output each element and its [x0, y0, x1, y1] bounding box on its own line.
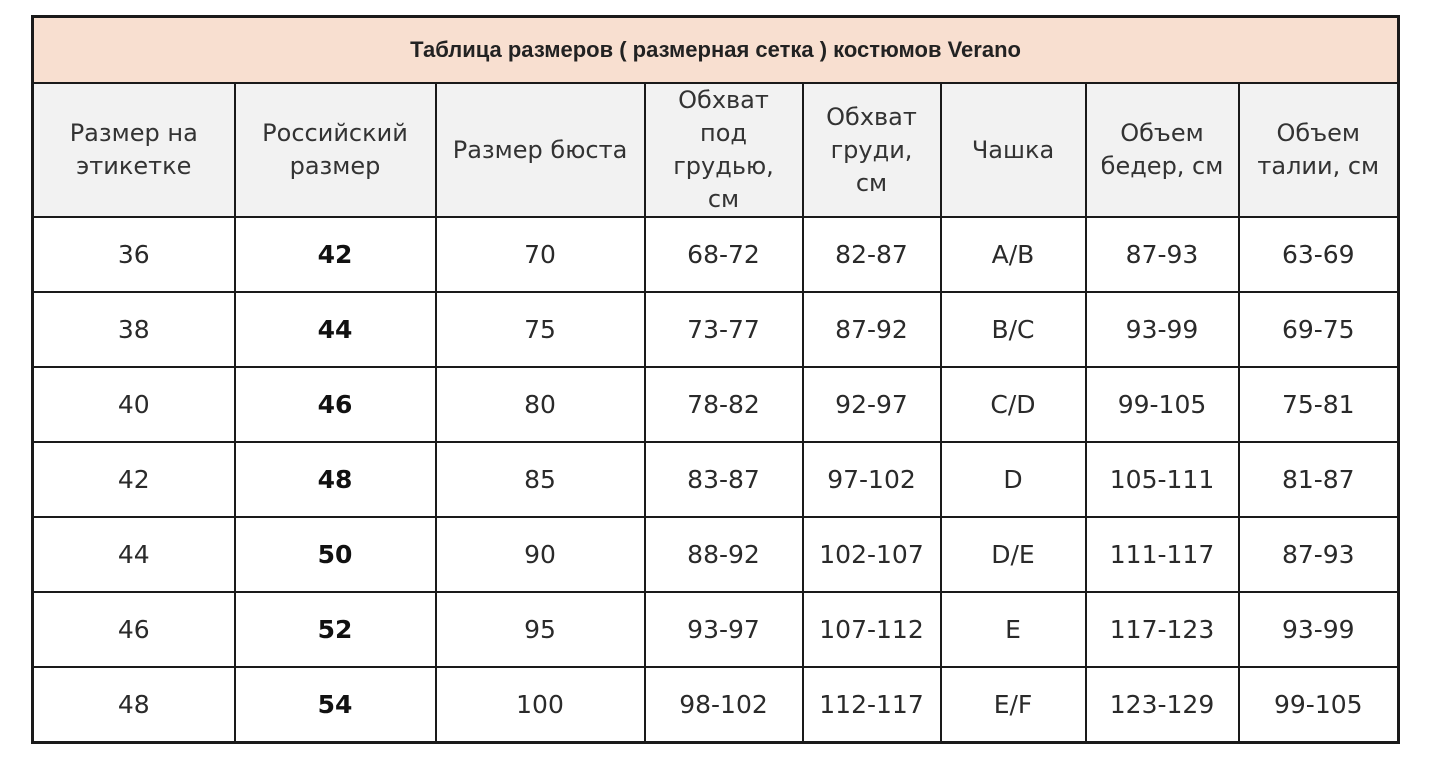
header-bust-size: Размер бюста — [436, 83, 645, 217]
underbust-cell: 83-87 — [645, 442, 803, 517]
table-row — [33, 442, 1399, 517]
hips-cell: 87-93 — [1086, 217, 1239, 292]
russian-size-cell: 50 — [235, 517, 436, 592]
header-row — [33, 83, 1399, 217]
waist-cell: 75-81 — [1239, 367, 1399, 442]
underbust-cell: 98-102 — [645, 667, 803, 743]
chest-cell: 102-107 — [803, 517, 941, 592]
hips-cell: 93-99 — [1086, 292, 1239, 367]
underbust-cell: 73-77 — [645, 292, 803, 367]
bust-size-cell: 90 — [436, 517, 645, 592]
label-size-cell: 44 — [33, 517, 235, 592]
header-chest: Обхват груди, см — [803, 83, 941, 217]
header-cup: Чашка — [941, 83, 1086, 217]
bust-size-cell: 80 — [436, 367, 645, 442]
cup-cell: D/E — [941, 517, 1086, 592]
table-row — [33, 292, 1399, 367]
table-row — [33, 517, 1399, 592]
bust-size-cell: 70 — [436, 217, 645, 292]
cup-cell: A/B — [941, 217, 1086, 292]
label-size-cell: 42 — [33, 442, 235, 517]
header-russian-size: Российский размер — [235, 83, 436, 217]
bust-size-cell: 85 — [436, 442, 645, 517]
bust-size-cell: 100 — [436, 667, 645, 743]
hips-cell: 111-117 — [1086, 517, 1239, 592]
table-row — [33, 667, 1399, 743]
chest-cell: 112-117 — [803, 667, 941, 743]
russian-size-cell: 46 — [235, 367, 436, 442]
size-chart-table — [31, 15, 1400, 744]
table-title: Таблица размеров ( размерная сетка ) костюмов Verano — [33, 17, 1399, 84]
header-hips: Объем бедер, см — [1086, 83, 1239, 217]
cup-cell: D — [941, 442, 1086, 517]
underbust-cell: 88-92 — [645, 517, 803, 592]
waist-cell: 63-69 — [1239, 217, 1399, 292]
label-size-cell: 38 — [33, 292, 235, 367]
russian-size-cell: 42 — [235, 217, 436, 292]
table-row — [33, 367, 1399, 442]
waist-cell: 69-75 — [1239, 292, 1399, 367]
bust-size-cell: 75 — [436, 292, 645, 367]
russian-size-cell: 52 — [235, 592, 436, 667]
label-size-cell: 48 — [33, 667, 235, 743]
underbust-cell: 68-72 — [645, 217, 803, 292]
chest-cell: 87-92 — [803, 292, 941, 367]
label-size-cell: 40 — [33, 367, 235, 442]
russian-size-cell: 54 — [235, 667, 436, 743]
chest-cell: 92-97 — [803, 367, 941, 442]
russian-size-cell: 44 — [235, 292, 436, 367]
underbust-cell: 93-97 — [645, 592, 803, 667]
bust-size-cell: 95 — [436, 592, 645, 667]
chest-cell: 107-112 — [803, 592, 941, 667]
underbust-cell: 78-82 — [645, 367, 803, 442]
table-row — [33, 592, 1399, 667]
table-row — [33, 217, 1399, 292]
chest-cell: 82-87 — [803, 217, 941, 292]
russian-size-cell: 48 — [235, 442, 436, 517]
waist-cell: 99-105 — [1239, 667, 1399, 743]
hips-cell: 105-111 — [1086, 442, 1239, 517]
label-size-cell: 46 — [33, 592, 235, 667]
waist-cell: 81-87 — [1239, 442, 1399, 517]
header-label-size: Размер на этикетке — [33, 83, 235, 217]
hips-cell: 117-123 — [1086, 592, 1239, 667]
chest-cell: 97-102 — [803, 442, 941, 517]
header-underbust: Обхват под грудью, см — [645, 83, 803, 217]
cup-cell: B/C — [941, 292, 1086, 367]
cup-cell: E/F — [941, 667, 1086, 743]
cup-cell: E — [941, 592, 1086, 667]
hips-cell: 99-105 — [1086, 367, 1239, 442]
hips-cell: 123-129 — [1086, 667, 1239, 743]
waist-cell: 93-99 — [1239, 592, 1399, 667]
cup-cell: C/D — [941, 367, 1086, 442]
label-size-cell: 36 — [33, 217, 235, 292]
waist-cell: 87-93 — [1239, 517, 1399, 592]
header-waist: Объем талии, см — [1239, 83, 1399, 217]
